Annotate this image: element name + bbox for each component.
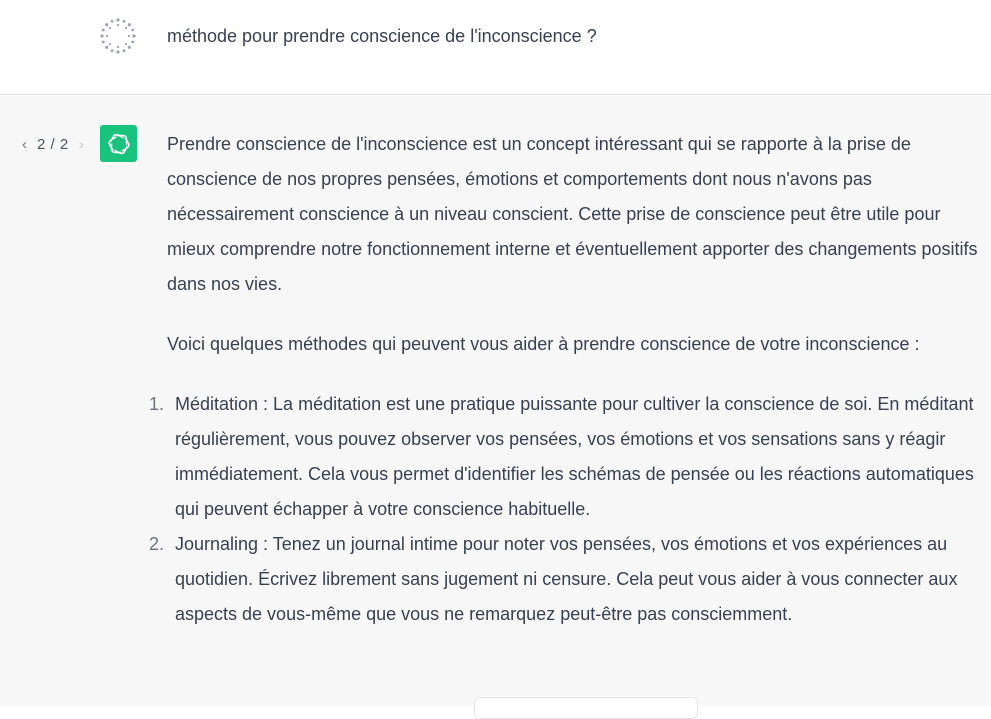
regenerate-button[interactable] bbox=[474, 697, 698, 719]
pager-count: 2 / 2 bbox=[37, 136, 69, 153]
paragraph: Voici quelques méthodes qui peuvent vous aider à prendre conscience de votre inconscience : bbox=[167, 334, 920, 354]
list-item-text: Journaling : Tenez un journal intime pour noter vos pensées, vos émotions et vos expériences au quotidien. Écrivez librement sans jugement ni censure. Cela peut vous aider à vous connecter aux aspects de vous-même que vous ne remarquez peut-être pas consciemment. bbox=[175, 534, 958, 624]
list-item bbox=[149, 387, 983, 527]
response-pager bbox=[18, 136, 88, 153]
list-item bbox=[149, 527, 983, 632]
list-number: 1. bbox=[149, 394, 165, 414]
user-message-text: méthode pour prendre conscience de l'inconscience ? bbox=[167, 26, 597, 46]
list-number: 2. bbox=[149, 534, 165, 554]
chevron-left-icon[interactable]: ‹ bbox=[22, 136, 27, 153]
openai-logo-icon bbox=[100, 125, 137, 162]
assistant-message-content bbox=[149, 127, 983, 632]
list-item-text: Méditation : La méditation est une pratique puissante pour cultiver la conscience de soi. En méditant régulièrement, vous pouvez observer vos pensées, vos émotions et vos sensations sans y réagir immédiatement. Cela vous permet d'identifier les schémas de pensée ou les réactions automatiques qui peuvent échapper à votre conscience habituelle. bbox=[175, 394, 974, 519]
assistant-message-row bbox=[0, 95, 991, 706]
loading-spinner-avatar-icon bbox=[99, 17, 137, 55]
chevron-right-icon[interactable]: › bbox=[78, 136, 84, 153]
user-message-row bbox=[0, 0, 991, 95]
paragraph: Prendre conscience de l'inconscience est un concept intéressant qui se rapporte à la prise de conscience de nos propres pensées, émotions et comportements dont nous n'avons pas nécessairement conscience à un niveau conscient. Cette prise de conscience peut être utile pour mieux comprendre notre fonctionnement interne et éventuellement apporter des changements positifs dans nos vies. bbox=[167, 134, 978, 294]
methods-list bbox=[149, 387, 983, 632]
